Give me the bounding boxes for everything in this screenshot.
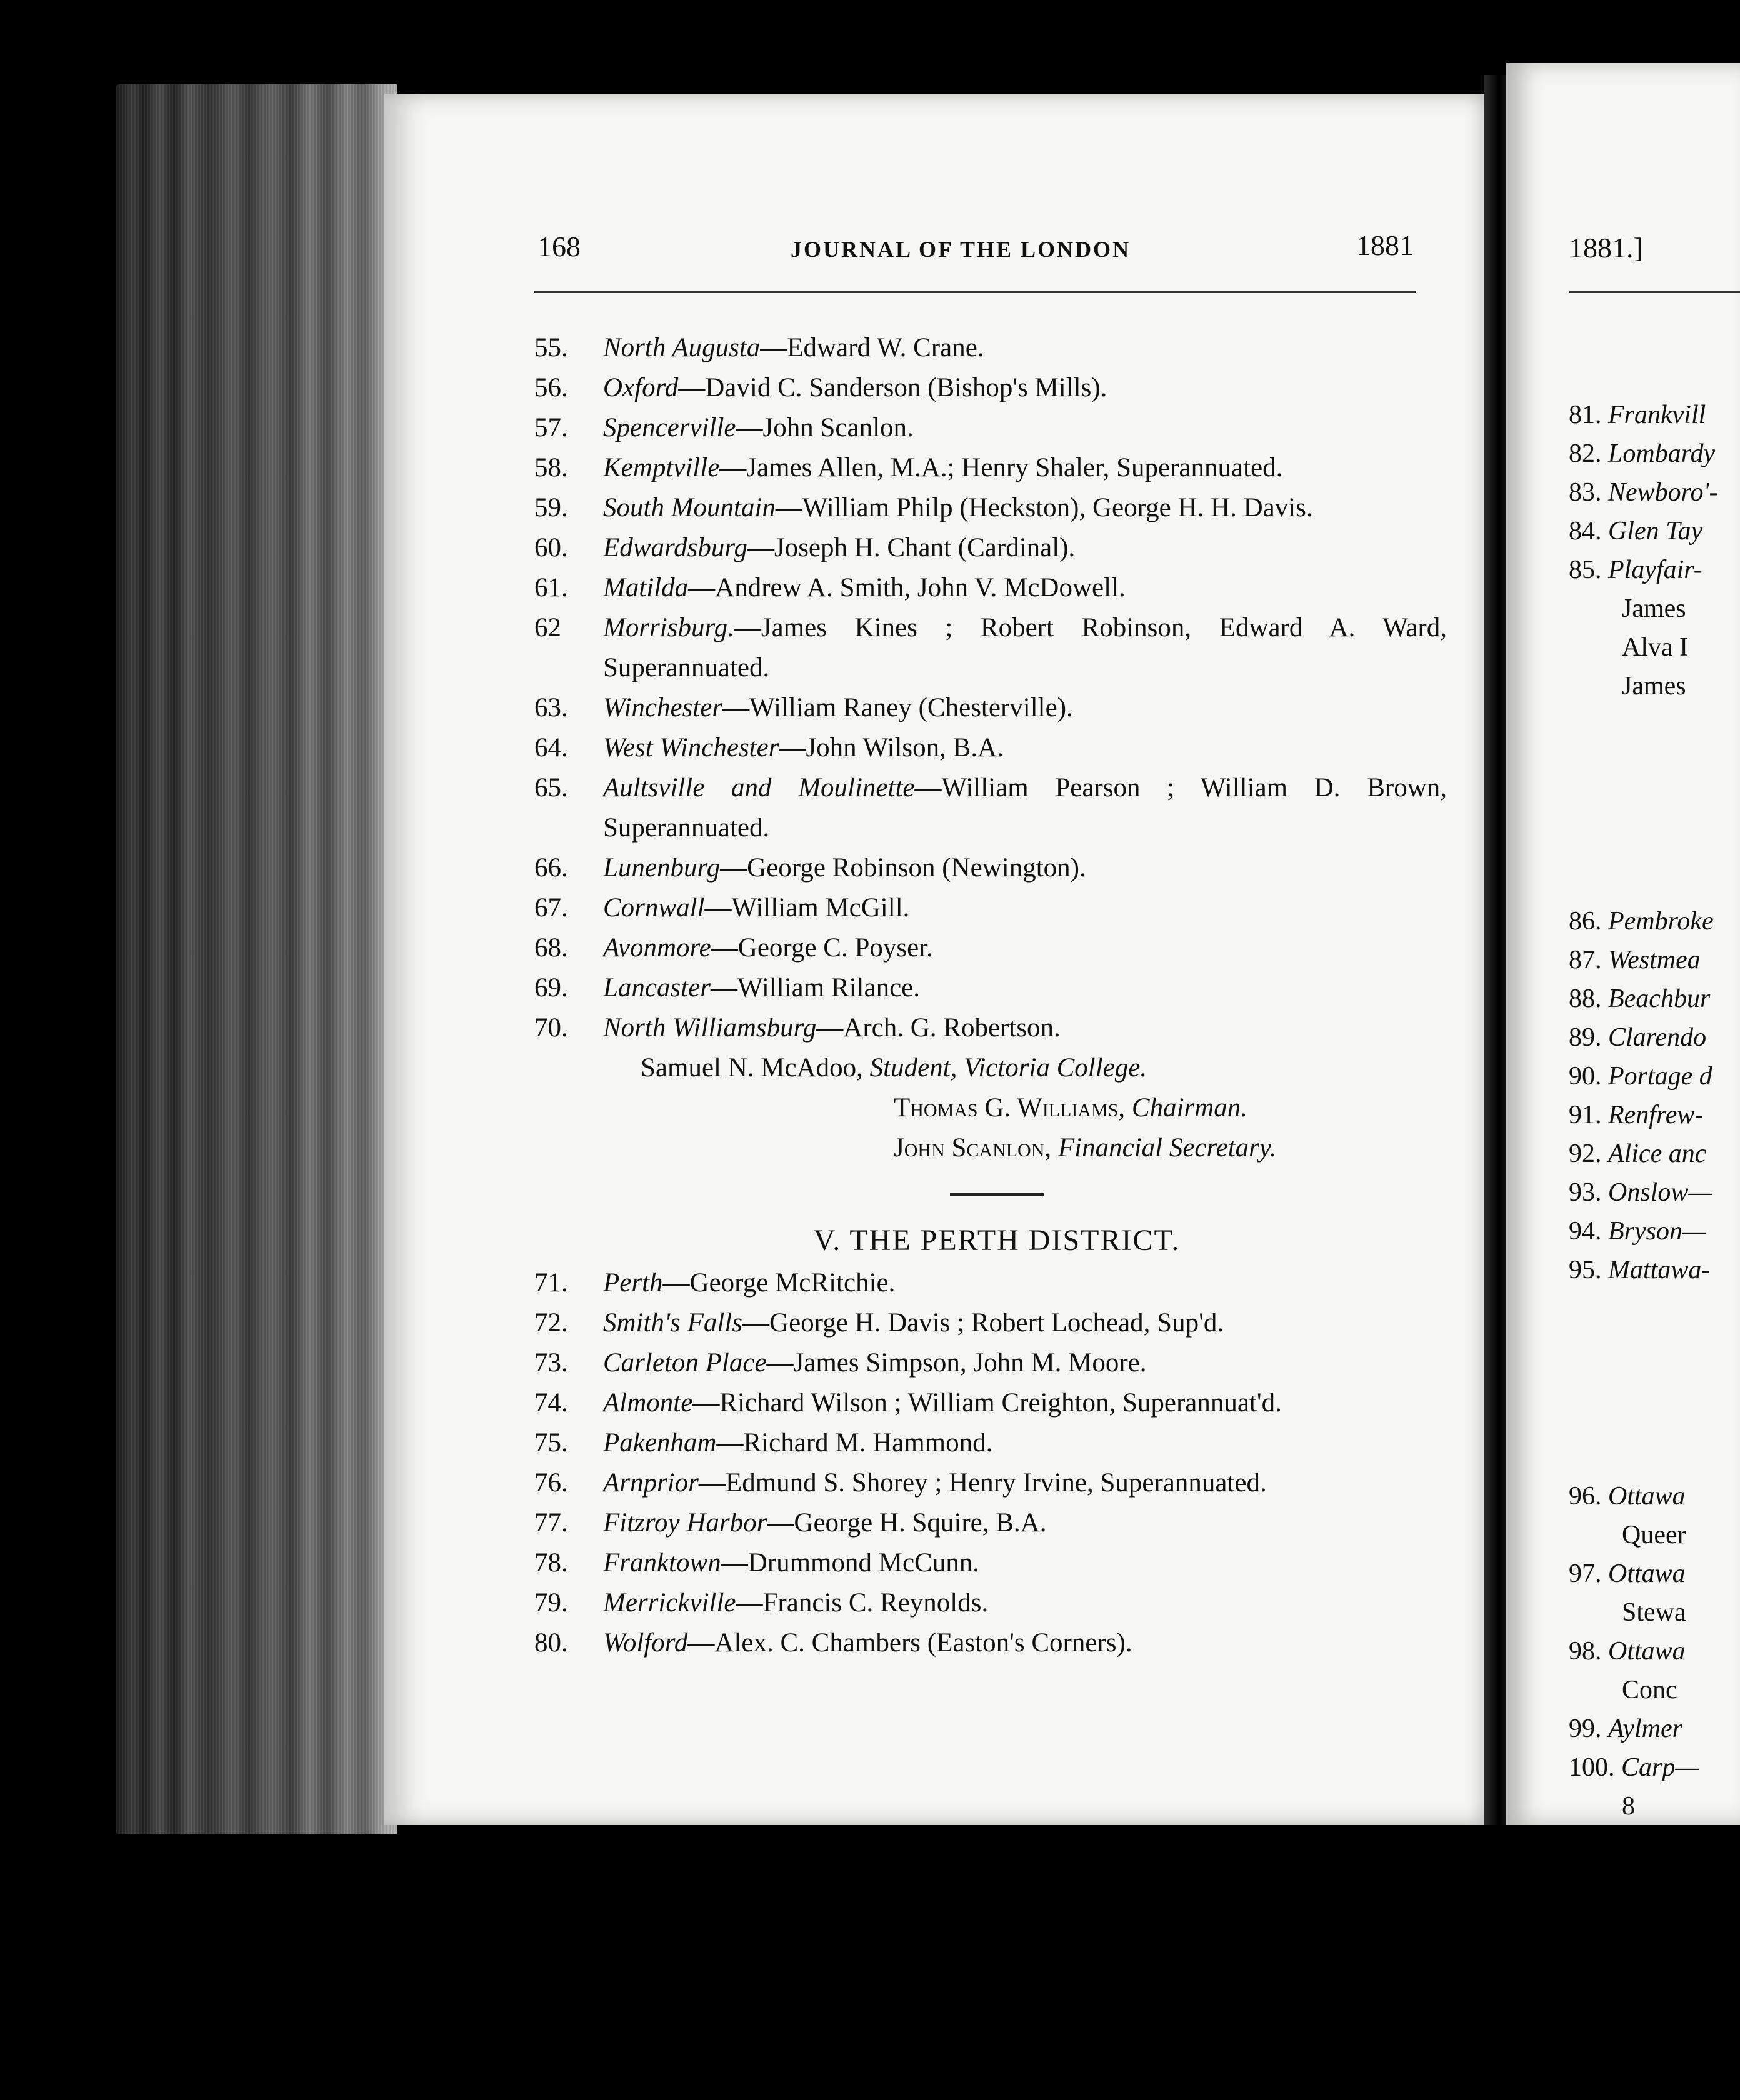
entry-number: 55. — [534, 333, 568, 362]
list-item — [534, 1383, 1447, 1423]
entry-text: —William McGill. — [704, 893, 910, 922]
entry-fragment: Ottawa — [1608, 1637, 1686, 1666]
entry-place: Smith's Falls — [603, 1308, 743, 1338]
partial-line — [1569, 1061, 1712, 1091]
partial-line — [1569, 478, 1718, 508]
entry-fragment: Onslow— — [1608, 1178, 1712, 1207]
list-item — [534, 848, 1447, 888]
entry-text: —James Allen, M.A.; Henry Shaler, Superannuated. — [719, 453, 1283, 482]
entry-place: Avonmore — [603, 933, 711, 962]
entry-text: —Francis C. Reynolds. — [736, 1588, 989, 1618]
entry-place: Fitzroy Harbor — [603, 1508, 768, 1538]
partial-line — [1569, 1636, 1686, 1666]
list-item — [534, 1423, 1447, 1463]
entry-place: Arnprior — [603, 1468, 699, 1498]
entry-text: —Arch. G. Robertson. — [816, 1013, 1061, 1042]
partial-line — [1569, 1481, 1686, 1511]
header-year: 1881 — [1356, 229, 1414, 261]
partial-line — [1622, 1675, 1678, 1705]
list-item — [534, 1263, 1447, 1303]
entry-place: Cornwall — [603, 893, 705, 922]
list-item — [534, 328, 1447, 368]
entry-number: 67. — [534, 893, 568, 922]
entry-number: 85. — [1569, 556, 1602, 584]
entry-number: 65. — [534, 773, 568, 802]
partial-line — [1569, 400, 1706, 430]
entry-fragment: Pembroke — [1608, 907, 1714, 936]
entry-number: 66. — [534, 853, 568, 882]
entry-fragment: Westmea — [1608, 946, 1701, 974]
entry-fragment: Portage d — [1608, 1062, 1712, 1091]
entry-place: North Williamsburg — [603, 1013, 817, 1042]
list-item — [534, 528, 1447, 568]
partial-line — [1569, 1752, 1699, 1782]
entry-number: 58. — [534, 453, 568, 482]
partial-line — [1622, 1520, 1686, 1550]
partial-line — [1569, 1216, 1706, 1246]
book-gutter — [1484, 75, 1509, 1825]
entry-fragment: Conc — [1622, 1676, 1678, 1704]
partial-line — [1569, 516, 1702, 546]
entry-place: Matilda — [603, 573, 689, 602]
entry-number: 94. — [1569, 1217, 1602, 1246]
entry-text: —Edmund S. Shorey ; Henry Irvine, Superannuated. — [698, 1468, 1267, 1498]
entry-place: Lunenburg — [603, 853, 721, 882]
entry-place: Franktown — [603, 1548, 721, 1578]
entry-number: 78. — [534, 1548, 568, 1578]
entry-number: 81. — [1569, 401, 1602, 429]
entry-place: Wolford — [603, 1628, 688, 1658]
signature-secretary — [534, 1128, 1447, 1168]
entry-number: 62 — [534, 613, 561, 642]
entry-fragment: 8 — [1622, 1792, 1635, 1821]
entry-text: —William Raney (Chesterville). — [722, 693, 1073, 722]
entry-fragment: Clarendo — [1608, 1023, 1707, 1052]
list-item — [534, 408, 1447, 448]
student-line — [534, 1048, 1447, 1088]
entry-fragment: Ottawa — [1608, 1482, 1686, 1511]
section-divider — [950, 1193, 1044, 1196]
entry-fragment: Stewa — [1622, 1598, 1686, 1627]
partial-line — [1569, 1022, 1706, 1052]
list-item — [534, 768, 1447, 848]
entry-place: Perth — [603, 1268, 663, 1298]
entry-number: 77. — [534, 1508, 568, 1538]
entry-number: 69. — [534, 973, 568, 1002]
entry-number: 59. — [534, 493, 568, 522]
page-edges-stack — [116, 84, 397, 1834]
entry-fragment: Alice anc — [1608, 1139, 1707, 1168]
partial-line — [1569, 1178, 1712, 1208]
entry-place: Merrickville — [603, 1588, 736, 1618]
partial-line — [1569, 1139, 1706, 1169]
entry-place: Oxford — [603, 373, 679, 402]
entry-text: —John Scanlon. — [736, 413, 914, 442]
entry-number: 73. — [534, 1348, 568, 1378]
entry-number: 57. — [534, 413, 568, 442]
entry-place: Kemptville — [603, 453, 720, 482]
entry-number: 92. — [1569, 1139, 1602, 1168]
entry-number: 98. — [1569, 1637, 1602, 1666]
entry-text: —George H. Squire, B.A. — [767, 1508, 1047, 1538]
entry-number: 64. — [534, 733, 568, 762]
entry-number: 88. — [1569, 984, 1602, 1013]
entry-fragment: Alva I — [1622, 633, 1689, 662]
entry-fragment: Glen Tay — [1608, 517, 1703, 546]
section-heading: V. THE PERTH DISTRICT. — [813, 1224, 1181, 1257]
list-item — [534, 368, 1447, 408]
signature-chairman — [534, 1088, 1447, 1128]
entries-list-perth — [534, 1263, 1447, 1663]
entry-number: 97. — [1569, 1559, 1602, 1588]
entry-text: —George Robinson (Newington). — [720, 853, 1086, 882]
entry-fragment: Ottawa — [1608, 1559, 1686, 1588]
list-item — [534, 1503, 1447, 1543]
list-item — [534, 1623, 1447, 1663]
list-item — [534, 928, 1447, 968]
entry-number: 84. — [1569, 517, 1602, 546]
entry-number: 74. — [534, 1388, 568, 1418]
entry-number: 71. — [534, 1268, 568, 1298]
entry-fragment: Carp— — [1621, 1753, 1699, 1782]
entry-fragment: Lombardy — [1608, 439, 1716, 468]
entry-fragment: Newboro'- — [1608, 478, 1718, 507]
entry-fragment: James — [1622, 594, 1686, 623]
entry-place: Aultsville and Moulinette — [603, 773, 915, 802]
entry-number: 89. — [1569, 1023, 1602, 1052]
entry-fragment: Renfrew- — [1608, 1101, 1704, 1129]
entry-text: —George McRitchie. — [662, 1268, 896, 1298]
list-item — [534, 968, 1447, 1008]
entry-number: 70. — [534, 1013, 568, 1042]
entry-number: 100. — [1569, 1753, 1615, 1782]
list-item — [534, 1343, 1447, 1383]
left-page-body — [534, 328, 1447, 1663]
entry-number: 80. — [534, 1628, 568, 1658]
entry-number: 83. — [1569, 478, 1602, 507]
list-item — [534, 448, 1447, 488]
entry-text: —James Simpson, John M. Moore. — [766, 1348, 1147, 1378]
entry-number: 68. — [534, 933, 568, 962]
entry-number: 86. — [1569, 907, 1602, 936]
partial-line — [1622, 632, 1688, 662]
entry-text: —David C. Sanderson (Bishop's Mills). — [678, 373, 1108, 402]
right-header-rule — [1569, 291, 1740, 293]
entry-number: 82. — [1569, 439, 1602, 468]
entry-number: 87. — [1569, 946, 1602, 974]
partial-line — [1569, 439, 1715, 469]
signature-name: Thomas G. Williams, — [894, 1093, 1126, 1122]
entry-number: 93. — [1569, 1178, 1602, 1207]
entry-fragment: James — [1622, 672, 1686, 701]
partial-line — [1622, 594, 1686, 624]
entry-number: 95. — [1569, 1256, 1602, 1284]
entry-number: 76. — [534, 1468, 568, 1498]
entry-text: —Alex. C. Chambers (Easton's Corners). — [688, 1628, 1132, 1658]
entry-number: 56. — [534, 373, 568, 402]
entry-text: —Edward W. Crane. — [760, 333, 984, 362]
page-number: 168 — [538, 231, 581, 262]
list-item — [534, 1303, 1447, 1343]
header-rule — [534, 291, 1416, 293]
entry-number: 63. — [534, 693, 568, 722]
entry-number: 91. — [1569, 1101, 1602, 1129]
entry-place: South Mountain — [603, 493, 776, 522]
entry-place: Morrisburg. — [603, 613, 734, 642]
list-item — [534, 688, 1447, 728]
entry-fragment: Frankvill — [1608, 401, 1706, 429]
list-item — [534, 608, 1447, 688]
entry-number: 60. — [534, 533, 568, 562]
partial-line — [1622, 1598, 1686, 1628]
entry-place: North Augusta — [603, 333, 761, 362]
entry-place: Almonte — [603, 1388, 693, 1418]
entry-place: Lancaster — [603, 973, 711, 1002]
partial-line — [1622, 1791, 1635, 1821]
list-item — [534, 488, 1447, 528]
entry-fragment: Playfair- — [1608, 556, 1702, 584]
entry-number: 75. — [534, 1428, 568, 1458]
entry-text: —George H. Davis ; Robert Lochead, Sup'd. — [742, 1308, 1224, 1338]
entry-text: —Richard Wilson ; William Creighton, Superannuat'd. — [692, 1388, 1282, 1418]
entry-place: Spencerville — [603, 413, 736, 442]
signature-title: Financial Secretary. — [1058, 1133, 1277, 1162]
entry-place: Winchester — [603, 693, 723, 722]
partial-line — [1569, 1255, 1710, 1285]
entry-number: 72. — [534, 1308, 568, 1338]
entry-place: Carleton Place — [603, 1348, 767, 1378]
partial-line — [1622, 671, 1686, 701]
entry-place: West Winchester — [603, 733, 779, 762]
entry-text: —William Philp (Heckston), George H. H. Davis. — [775, 493, 1313, 522]
entry-fragment: Bryson— — [1608, 1217, 1706, 1246]
entry-place: Pakenham — [603, 1428, 717, 1458]
list-item — [534, 1008, 1447, 1048]
partial-line — [1569, 1714, 1682, 1744]
entry-number: 96. — [1569, 1482, 1602, 1511]
partial-line — [1569, 555, 1702, 585]
right-page — [1506, 62, 1740, 1825]
list-item — [534, 1583, 1447, 1623]
entry-number: 61. — [534, 573, 568, 602]
list-item — [534, 568, 1447, 608]
entry-text: —Joseph H. Chant (Cardinal). — [747, 533, 1076, 562]
entry-text: —George C. Poyser. — [711, 933, 933, 962]
entries-list-eastern — [534, 328, 1447, 1048]
list-item — [534, 728, 1447, 768]
entry-text: —John Wilson, B.A. — [779, 733, 1004, 762]
right-page-header: 1881.] — [1569, 232, 1643, 264]
partial-line — [1569, 984, 1710, 1014]
entry-number: 90. — [1569, 1062, 1602, 1091]
entry-text: —William Pearson ; William D. Brown, Superannuated. — [603, 773, 1448, 842]
entry-text: —William Rilance. — [711, 973, 921, 1002]
running-title: JOURNAL OF THE LONDON — [791, 237, 1131, 262]
list-item — [534, 1463, 1447, 1503]
entry-text: —James Kines ; Robert Robinson, Edward A. Ward, Superannuated. — [603, 613, 1447, 682]
partial-line — [1569, 906, 1714, 936]
partial-line — [1569, 1559, 1686, 1589]
signature-title: Chairman. — [1131, 1093, 1248, 1122]
signature-name: John Scanlon, — [894, 1133, 1052, 1162]
entry-place: Edwardsburg — [603, 533, 748, 562]
entry-text: —Drummond McCunn. — [721, 1548, 979, 1578]
entry-number: 79. — [534, 1588, 568, 1618]
list-item — [534, 888, 1447, 928]
partial-line — [1569, 945, 1701, 975]
partial-line — [1569, 1100, 1703, 1130]
list-item — [534, 1543, 1447, 1583]
entry-fragment: Beachbur — [1608, 984, 1711, 1013]
entry-number: 99. — [1569, 1714, 1602, 1743]
entry-fragment: Aylmer — [1608, 1714, 1682, 1743]
entry-text: —Richard M. Hammond. — [716, 1428, 993, 1458]
student-name: Samuel N. McAdoo, — [641, 1053, 863, 1082]
entry-text: —Andrew A. Smith, John V. McDowell. — [688, 573, 1126, 602]
student-role: Student, Victoria College. — [869, 1053, 1148, 1082]
entry-fragment: Mattawa- — [1608, 1256, 1711, 1284]
entry-fragment: Queer — [1622, 1521, 1686, 1549]
